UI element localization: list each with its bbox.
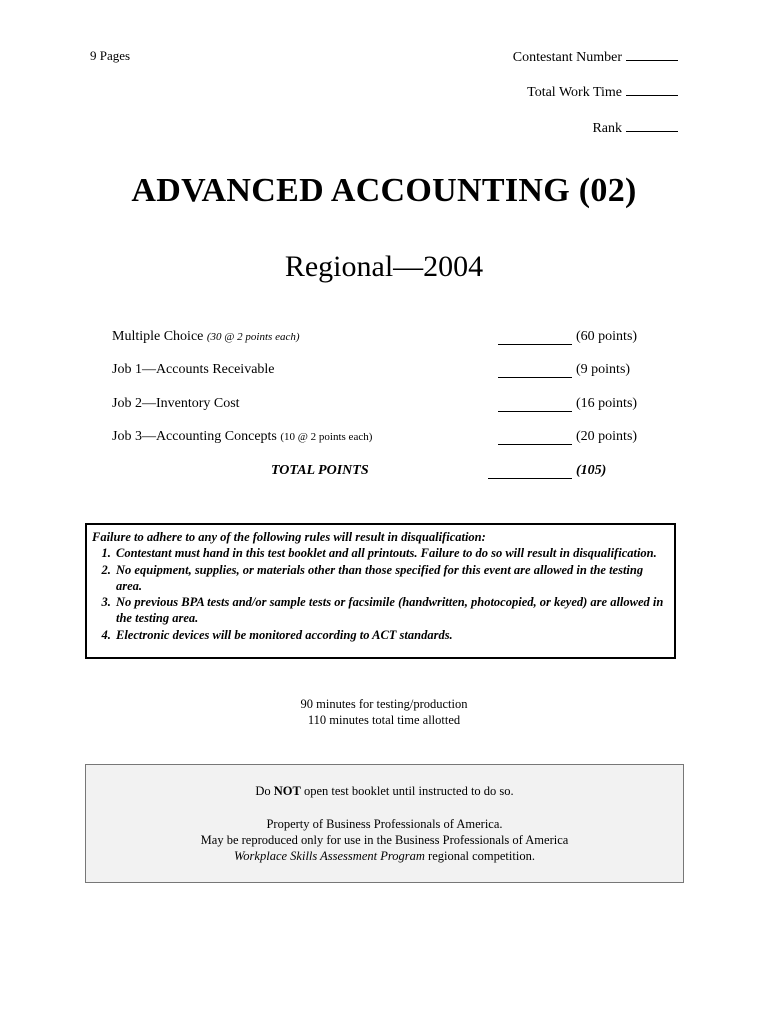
total-points-label: TOTAL POINTS (271, 463, 369, 478)
do-not-open-notice: Do NOT open test booklet until instructed to do so. (255, 784, 514, 798)
contestant-number-label: Contestant Number (512, 50, 622, 65)
score-row-label: Job 2—Inventory Cost (112, 396, 240, 411)
timing-info (0, 696, 768, 728)
score-row-label: Job 1—Accounts Receivable (112, 362, 275, 377)
total-points-value: (105) (576, 463, 607, 478)
score-row-label: Job 3—Accounting Concepts (10 @ 2 points each) (112, 429, 373, 444)
score-points: (16 points) (576, 396, 638, 411)
property-notice: Property of Business Professionals of America. (266, 817, 503, 831)
contestant-number-field (513, 48, 678, 66)
rule-item: 2. No equipment, supplies, or materials other than those specified for this event are allowed in the testing area. (114, 562, 668, 595)
rule-item: 4. Electronic devices will be monitored according to ACT standards. (114, 627, 668, 643)
score-row-job2 (112, 396, 647, 416)
total-work-time-label: Total Work Time (527, 85, 622, 100)
contestant-number-blank[interactable] (626, 48, 678, 61)
page-title: ADVANCED ACCOUNTING (02) (131, 172, 637, 209)
score-row-multiple-choice (112, 329, 647, 349)
total-work-time-field (527, 83, 678, 101)
score-blank[interactable] (498, 377, 572, 378)
score-blank[interactable] (498, 411, 572, 412)
rules-list (92, 545, 668, 643)
rule-item: 1. Contestant must hand in this test booklet and all printouts. Failure to do so will result in disqualification. (114, 545, 668, 561)
score-blank[interactable] (498, 344, 572, 345)
score-points: (60 points) (576, 329, 638, 344)
program-notice: Workplace Skills Assessment Program regional competition. (234, 849, 535, 863)
score-row-job3 (112, 429, 647, 449)
score-points: (20 points) (576, 429, 638, 444)
score-row-job1 (112, 362, 647, 382)
rule-item: 3. No previous BPA tests and/or sample tests or facsimile (handwritten, photocopied, or keyed) are allowed in the testing area. (114, 594, 668, 627)
disqualification-rules-box (85, 523, 676, 659)
total-work-time-blank[interactable] (626, 83, 678, 96)
page-subtitle: Regional—2004 (284, 250, 484, 283)
score-row-label: Multiple Choice (30 @ 2 points each) (112, 329, 300, 344)
testing-time: 90 minutes for testing/production (300, 697, 468, 711)
score-row-note: (30 @ 2 points each) (206, 331, 300, 343)
not-emphasis: NOT (273, 784, 301, 798)
score-points: (9 points) (576, 362, 631, 377)
total-time: 110 minutes total time allotted (307, 713, 461, 727)
rank-label: Rank (592, 121, 622, 136)
score-blank[interactable] (498, 444, 572, 445)
rules-heading: Failure to adhere to any of the following rules will result in disqualification: (92, 530, 486, 544)
total-points-row (112, 463, 647, 483)
rank-blank[interactable] (626, 119, 678, 132)
score-row-note: (10 @ 2 points each) (280, 431, 373, 443)
reproduction-notice: May be reproduced only for use in the Business Professionals of America (200, 833, 569, 847)
notice-box (85, 764, 684, 883)
page-count: 9 Pages (90, 48, 131, 63)
rank-field (592, 119, 678, 137)
total-points-blank[interactable] (488, 478, 572, 479)
